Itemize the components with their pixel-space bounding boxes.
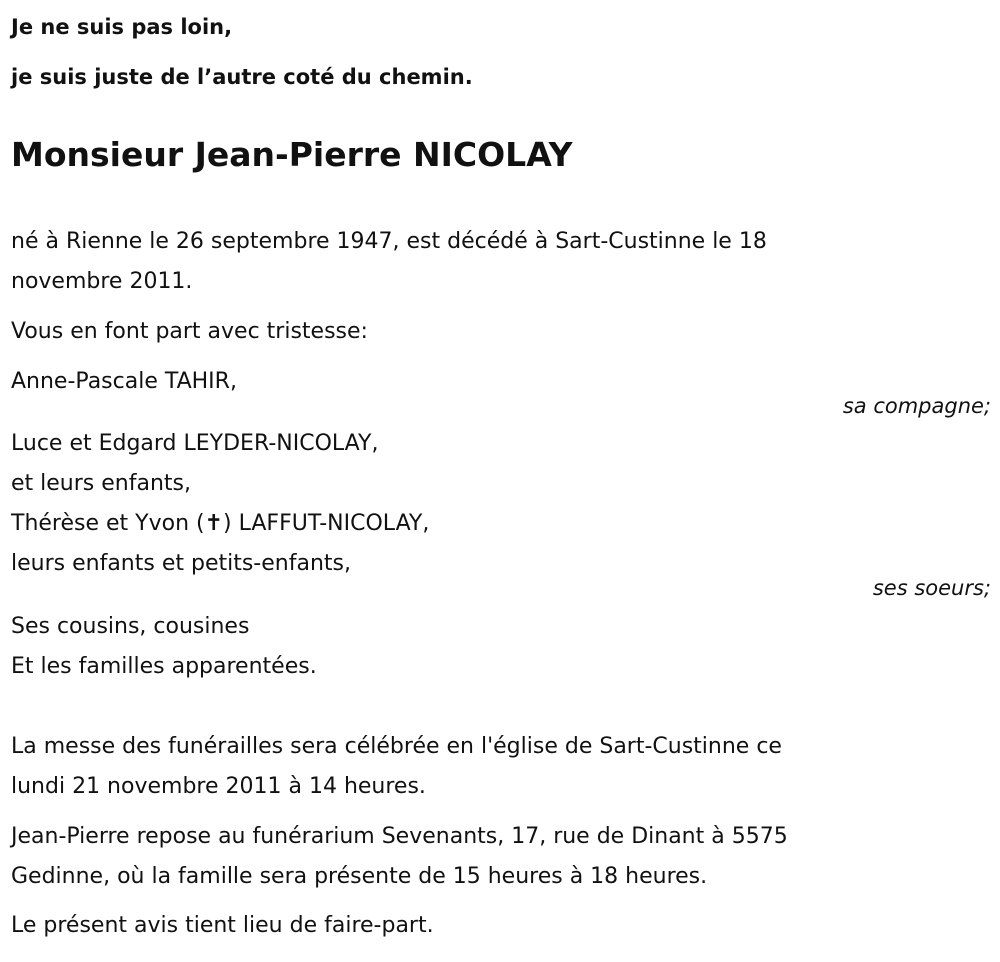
sisters-role: ses soeurs; <box>872 576 991 600</box>
closing-text: Le présent avis tient lieu de faire-part. <box>11 913 434 938</box>
sisters-line-2: et leurs enfants, <box>11 471 191 496</box>
relatives-line-1: Ses cousins, cousines <box>11 614 250 639</box>
sisters-block <box>11 424 991 584</box>
companion-role: sa compagne; <box>842 394 991 418</box>
funerarium-line-2: Gedinne, où la famille sera présente de 15 heures à 18 heures. <box>11 864 708 889</box>
epigraph-line-1: Je ne suis pas loin, <box>11 15 233 39</box>
funerarium-paragraph <box>11 817 991 897</box>
announcement-text: Vous en font part avec tristesse: <box>11 319 368 344</box>
birth-death-line-1: né à Rienne le 26 septembre 1947, est décédé à Sart-Custinne le 18 <box>11 229 767 254</box>
funeral-mass-paragraph <box>11 727 991 807</box>
relatives-block <box>11 607 991 687</box>
epigraph-line-2: je suis juste de l’autre coté du chemin. <box>11 65 473 89</box>
companion-name: Anne-Pascale TAHIR, <box>11 369 237 394</box>
deceased-name: Monsieur Jean-Pierre NICOLAY <box>11 135 573 174</box>
announcement <box>11 312 991 352</box>
sisters-line-4: leurs enfants et petits-enfants, <box>11 551 351 576</box>
epigraph <box>11 2 473 102</box>
birth-death-paragraph <box>11 222 991 302</box>
funeral-mass-line-2: lundi 21 novembre 2011 à 14 heures. <box>11 774 426 799</box>
sisters-line-1: Luce et Edgard LEYDER-NICOLAY, <box>11 431 379 456</box>
funerarium-line-1: Jean-Pierre repose au funérarium Sevenants, 17, rue de Dinant à 5575 <box>11 824 788 849</box>
funeral-mass-line-1: La messe des funérailles sera célébrée en l'église de Sart-Custinne ce <box>11 734 782 759</box>
closing-note <box>11 906 991 946</box>
sisters-line-3: Thérèse et Yvon (✝) LAFFUT-NICOLAY, <box>11 511 430 536</box>
birth-death-line-2: novembre 2011. <box>11 269 193 294</box>
relatives-line-2: Et les familles apparentées. <box>11 654 317 679</box>
